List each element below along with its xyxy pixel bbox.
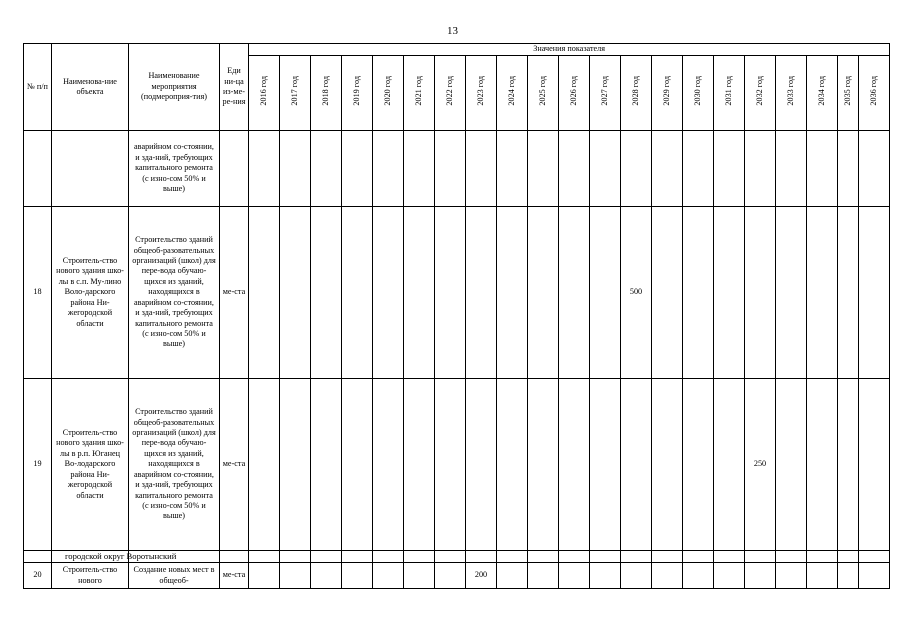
row-value: 500 [621, 207, 652, 379]
row-value [838, 563, 859, 589]
row-measure: Создание новых мест в общеоб- [129, 563, 220, 589]
row-value [683, 207, 714, 379]
row-value [497, 563, 528, 589]
table-row [24, 379, 890, 551]
row-value [311, 379, 342, 551]
section-cell [683, 551, 714, 563]
header-year [311, 56, 342, 131]
row-value [466, 379, 497, 551]
row-value [373, 379, 404, 551]
row-value [404, 563, 435, 589]
row-value [745, 563, 776, 589]
header-object: Наименова-ние объекта [52, 44, 129, 131]
section-cell [838, 551, 859, 563]
row-value [559, 131, 590, 207]
section-cell [24, 551, 177, 563]
row-value [249, 563, 280, 589]
section-title: городской округ Воротынский [65, 551, 177, 561]
row-value [714, 131, 745, 207]
header-values-title: Значения показателя [249, 44, 890, 56]
header-year [714, 56, 745, 131]
row-value [807, 563, 838, 589]
header-year [249, 56, 280, 131]
row-value [497, 131, 528, 207]
row-value [621, 131, 652, 207]
row-value [838, 131, 859, 207]
section-cell [528, 551, 559, 563]
header-year-label: 2034 год [816, 76, 826, 107]
row-value [590, 379, 621, 551]
section-cell [652, 551, 683, 563]
row-value [714, 207, 745, 379]
row-value [652, 563, 683, 589]
header-year-label: 2026 год [568, 76, 578, 107]
section-cell [280, 551, 311, 563]
section-cell [621, 551, 652, 563]
row-value [280, 379, 311, 551]
header-year-label: 2030 год [692, 76, 702, 107]
header-year [590, 56, 621, 131]
row-value [838, 207, 859, 379]
table-row [24, 131, 890, 207]
row-value [404, 207, 435, 379]
row-value [714, 379, 745, 551]
row-value [714, 563, 745, 589]
header-year [435, 56, 466, 131]
row-value [652, 207, 683, 379]
row-value [342, 207, 373, 379]
section-cell [859, 551, 890, 563]
indicator-table [23, 43, 890, 589]
row-value [373, 207, 404, 379]
row-value [621, 379, 652, 551]
section-cell [435, 551, 466, 563]
row-value [807, 379, 838, 551]
row-value [652, 379, 683, 551]
row-value [528, 379, 559, 551]
row-value [776, 131, 807, 207]
row-value [745, 207, 776, 379]
section-cell [466, 551, 497, 563]
section-cell [807, 551, 838, 563]
header-measure: Наименование мероприятия (подмероприя-тия) [129, 44, 220, 131]
row-number: 20 [24, 563, 52, 589]
row-measure: Строительство зданий общеоб-разовательных организаций (школ) для пере-вода обучаю-щихся из зданий, находящихся в аварийном со-стоянии, и зда-ний, требующих капитального ремонта (с изно-сом 50% и выше) [129, 379, 220, 551]
row-value [311, 207, 342, 379]
row-value [745, 131, 776, 207]
header-year [621, 56, 652, 131]
header-year-label: 2027 год [599, 76, 609, 107]
section-cell [311, 551, 342, 563]
header-year-label: 2035 год [842, 76, 852, 107]
row-value [497, 379, 528, 551]
row-value [683, 131, 714, 207]
header-year-label: 2024 год [506, 76, 516, 107]
header-year-label: 2033 год [785, 76, 795, 107]
row-value [859, 207, 890, 379]
section-cell [745, 551, 776, 563]
row-value [807, 207, 838, 379]
row-value [466, 131, 497, 207]
section-cell [714, 551, 745, 563]
row-value [683, 563, 714, 589]
row-value [249, 207, 280, 379]
row-value: 200 [466, 563, 497, 589]
row-number: 19 [24, 379, 52, 551]
row-object: Строитель-ство нового здания шко-лы в с.п. Му-лино Воло-дарского района Ни-жегородской области [52, 207, 129, 379]
row-value [404, 379, 435, 551]
header-year-label: 2018 год [320, 76, 330, 107]
header-year-label: 2021 год [413, 76, 423, 107]
header-year [373, 56, 404, 131]
section-cell [373, 551, 404, 563]
header-year [404, 56, 435, 131]
row-value [466, 207, 497, 379]
row-value [342, 131, 373, 207]
header-year [280, 56, 311, 131]
row-value [280, 131, 311, 207]
header-year-label: 2016 год [258, 76, 268, 107]
header-year [745, 56, 776, 131]
row-value [776, 207, 807, 379]
row-value [559, 379, 590, 551]
row-unit [220, 131, 249, 207]
row-value [404, 131, 435, 207]
row-value [342, 563, 373, 589]
row-value [311, 563, 342, 589]
row-value [807, 131, 838, 207]
row-value [559, 563, 590, 589]
row-value [559, 207, 590, 379]
section-cell [404, 551, 435, 563]
header-year-label: 2028 год [630, 76, 640, 107]
header-year-label: 2029 год [661, 76, 671, 107]
row-value [435, 563, 466, 589]
row-value [859, 563, 890, 589]
header-year-label: 2025 год [537, 76, 547, 107]
row-value [683, 379, 714, 551]
header-year-label: 2019 год [351, 76, 361, 107]
row-value [528, 563, 559, 589]
section-cell [590, 551, 621, 563]
row-value [528, 207, 559, 379]
header-year-label: 2020 год [382, 76, 392, 107]
row-value [435, 379, 466, 551]
header-year-label: 2023 год [475, 76, 485, 107]
header-year-label: 2022 год [444, 76, 454, 107]
header-year [807, 56, 838, 131]
row-value [249, 379, 280, 551]
row-value [435, 207, 466, 379]
row-measure: аварийном со-стоянии, и зда-ний, требующих капитального ремонта (с изно-сом 50% и выше) [129, 131, 220, 207]
row-value: 250 [745, 379, 776, 551]
table-row [24, 207, 890, 379]
row-value [373, 131, 404, 207]
header-unit: Еди ни-ца из-ме-ре-ния [220, 44, 249, 131]
header-year-label: 2032 год [754, 76, 764, 107]
row-number: 18 [24, 207, 52, 379]
row-value [652, 131, 683, 207]
row-value [342, 379, 373, 551]
row-value [497, 207, 528, 379]
row-value [435, 131, 466, 207]
row-object [52, 131, 129, 207]
row-value [621, 563, 652, 589]
section-cell [559, 551, 590, 563]
row-value [590, 207, 621, 379]
header-year [559, 56, 590, 131]
row-value [859, 379, 890, 551]
row-value [859, 131, 890, 207]
header-year-label: 2031 год [723, 76, 733, 107]
section-cell [220, 551, 249, 563]
section-cell [249, 551, 280, 563]
header-year [776, 56, 807, 131]
header-year [859, 56, 890, 131]
header-year-label: 2036 год [868, 76, 878, 107]
header-year-label: 2017 год [289, 76, 299, 107]
header-year [528, 56, 559, 131]
header-year [652, 56, 683, 131]
row-unit: ме-ста [220, 379, 249, 551]
row-value [776, 563, 807, 589]
row-value [373, 563, 404, 589]
row-value [280, 207, 311, 379]
row-measure: Строительство зданий общеоб-разовательных организаций (школ) для пере-вода обучаю-щихся из зданий, находящихся в аварийном со-стоянии, и зда-ний, требующих капитального ремонта (с изно-сом 50% и выше) [129, 207, 220, 379]
row-value [311, 131, 342, 207]
page-number: 13 [447, 25, 458, 37]
header-year [838, 56, 859, 131]
header-row-1 [24, 44, 890, 56]
row-value [590, 563, 621, 589]
row-unit: ме-ста [220, 207, 249, 379]
row-value [776, 379, 807, 551]
row-unit: ме-ста [220, 563, 249, 589]
header-year [683, 56, 714, 131]
section-cell [497, 551, 528, 563]
row-value [280, 563, 311, 589]
header-num: № п/п [24, 44, 52, 131]
section-cell [776, 551, 807, 563]
section-cell [342, 551, 373, 563]
row-value [249, 131, 280, 207]
header-year [497, 56, 528, 131]
row-value [528, 131, 559, 207]
row-number [24, 131, 52, 207]
row-value [590, 131, 621, 207]
section-row [24, 551, 890, 563]
row-object: Строитель-ство нового здания шко-лы в р.п. Юганец Во-лодарского района Ни-жегородской области [52, 379, 129, 551]
header-year [342, 56, 373, 131]
header-year [466, 56, 497, 131]
table-row [24, 563, 890, 589]
row-object: Строитель-ство нового [52, 563, 129, 589]
row-value [838, 379, 859, 551]
